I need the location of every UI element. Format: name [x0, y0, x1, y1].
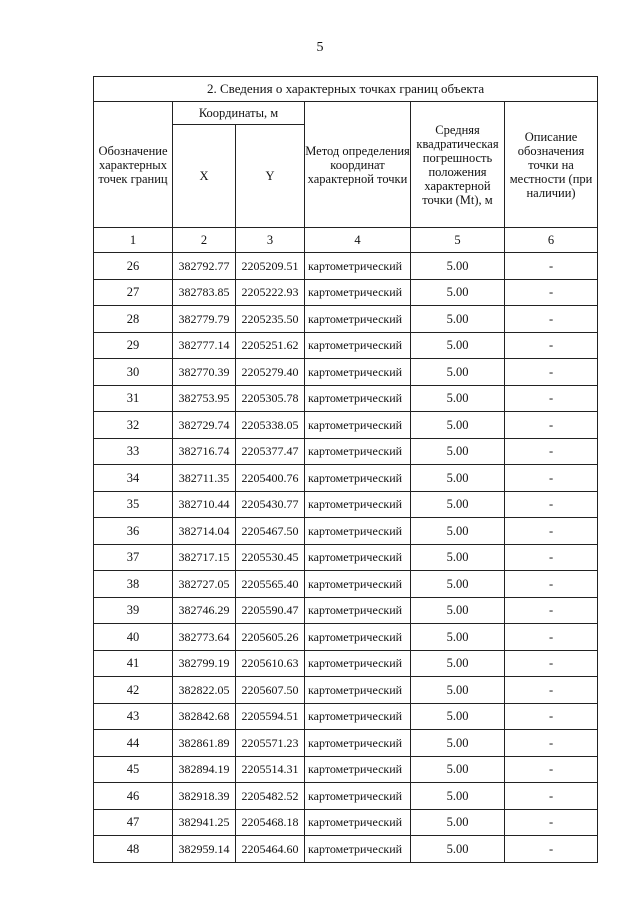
x-coordinate-cell: 382770.39 [173, 359, 236, 386]
y-coordinate-cell: 2205464.60 [236, 836, 305, 863]
table-row [94, 677, 598, 704]
error-cell: 5.00 [411, 571, 505, 598]
description-cell: - [505, 412, 598, 439]
method-cell: картометрический [305, 783, 411, 810]
description-cell: - [505, 438, 598, 465]
y-coordinate-cell: 2205607.50 [236, 677, 305, 704]
y-coordinate-cell: 2205279.40 [236, 359, 305, 386]
method-cell: картометрический [305, 332, 411, 359]
description-cell: - [505, 306, 598, 333]
table-row [94, 359, 598, 386]
method-cell: картометрический [305, 730, 411, 757]
x-coordinate-cell: 382959.14 [173, 836, 236, 863]
method-cell: картометрический [305, 279, 411, 306]
table-row [94, 703, 598, 730]
x-coordinate-cell: 382727.05 [173, 571, 236, 598]
error-cell: 5.00 [411, 253, 505, 280]
point-number-cell: 44 [94, 730, 173, 757]
method-cell: картометрический [305, 597, 411, 624]
table-row [94, 253, 598, 280]
description-cell: - [505, 809, 598, 836]
header-method: Метод определения координат характерной точки [305, 102, 411, 228]
table-row [94, 783, 598, 810]
y-coordinate-cell: 2205222.93 [236, 279, 305, 306]
description-cell: - [505, 756, 598, 783]
method-cell: картометрический [305, 677, 411, 704]
x-coordinate-cell: 382746.29 [173, 597, 236, 624]
y-coordinate-cell: 2205377.47 [236, 438, 305, 465]
point-number-cell: 35 [94, 491, 173, 518]
x-coordinate-cell: 382941.25 [173, 809, 236, 836]
y-coordinate-cell: 2205467.50 [236, 518, 305, 545]
x-coordinate-cell: 382861.89 [173, 730, 236, 757]
point-number-cell: 36 [94, 518, 173, 545]
error-cell: 5.00 [411, 385, 505, 412]
description-cell: - [505, 703, 598, 730]
x-coordinate-cell: 382894.19 [173, 756, 236, 783]
boundary-points-table [93, 76, 598, 863]
point-number-cell: 43 [94, 703, 173, 730]
header-designation: Обозначение характерных точек границ [94, 102, 173, 228]
description-cell: - [505, 650, 598, 677]
point-number-cell: 37 [94, 544, 173, 571]
x-coordinate-cell: 382773.64 [173, 624, 236, 651]
description-cell: - [505, 491, 598, 518]
x-coordinate-cell: 382729.74 [173, 412, 236, 439]
description-cell: - [505, 836, 598, 863]
description-cell: - [505, 571, 598, 598]
table-row [94, 597, 598, 624]
y-coordinate-cell: 2205251.62 [236, 332, 305, 359]
method-cell: картометрический [305, 518, 411, 545]
point-number-cell: 45 [94, 756, 173, 783]
y-coordinate-cell: 2205565.40 [236, 571, 305, 598]
column-number: 5 [411, 228, 505, 253]
y-coordinate-cell: 2205482.52 [236, 783, 305, 810]
method-cell: картометрический [305, 359, 411, 386]
description-cell: - [505, 783, 598, 810]
column-number-row [94, 228, 598, 253]
method-cell: картометрический [305, 571, 411, 598]
point-number-cell: 30 [94, 359, 173, 386]
y-coordinate-cell: 2205430.77 [236, 491, 305, 518]
method-cell: картометрический [305, 624, 411, 651]
x-coordinate-cell: 382783.85 [173, 279, 236, 306]
page-number: 5 [316, 40, 324, 55]
table-row [94, 730, 598, 757]
section-title: 2. Сведения о характерных точках границ объекта [94, 77, 598, 102]
error-cell: 5.00 [411, 756, 505, 783]
method-cell: картометрический [305, 412, 411, 439]
y-coordinate-cell: 2205605.26 [236, 624, 305, 651]
y-coordinate-cell: 2205530.45 [236, 544, 305, 571]
table-row [94, 544, 598, 571]
point-number-cell: 27 [94, 279, 173, 306]
point-number-cell: 47 [94, 809, 173, 836]
description-cell: - [505, 544, 598, 571]
method-cell: картометрический [305, 756, 411, 783]
method-cell: картометрический [305, 253, 411, 280]
error-cell: 5.00 [411, 624, 505, 651]
column-number: 2 [173, 228, 236, 253]
y-coordinate-cell: 2205338.05 [236, 412, 305, 439]
error-cell: 5.00 [411, 783, 505, 810]
header-x: X [173, 125, 236, 228]
error-cell: 5.00 [411, 332, 505, 359]
method-cell: картометрический [305, 809, 411, 836]
table-row [94, 650, 598, 677]
description-cell: - [505, 624, 598, 651]
description-cell: - [505, 677, 598, 704]
y-coordinate-cell: 2205610.63 [236, 650, 305, 677]
y-coordinate-cell: 2205235.50 [236, 306, 305, 333]
point-number-cell: 28 [94, 306, 173, 333]
x-coordinate-cell: 382717.15 [173, 544, 236, 571]
x-coordinate-cell: 382753.95 [173, 385, 236, 412]
error-cell: 5.00 [411, 412, 505, 439]
error-cell: 5.00 [411, 465, 505, 492]
point-number-cell: 46 [94, 783, 173, 810]
header-description: Описание обозначения точки на местности (при наличии) [505, 102, 598, 228]
point-number-cell: 48 [94, 836, 173, 863]
y-coordinate-cell: 2205468.18 [236, 809, 305, 836]
point-number-cell: 40 [94, 624, 173, 651]
method-cell: картометрический [305, 438, 411, 465]
method-cell: картометрический [305, 465, 411, 492]
table-row [94, 518, 598, 545]
column-number: 1 [94, 228, 173, 253]
description-cell: - [505, 279, 598, 306]
description-cell: - [505, 597, 598, 624]
point-number-cell: 34 [94, 465, 173, 492]
method-cell: картометрический [305, 385, 411, 412]
column-number: 4 [305, 228, 411, 253]
table-row [94, 756, 598, 783]
description-cell: - [505, 332, 598, 359]
table-row [94, 571, 598, 598]
y-coordinate-cell: 2205514.31 [236, 756, 305, 783]
point-number-cell: 31 [94, 385, 173, 412]
description-cell: - [505, 385, 598, 412]
x-coordinate-cell: 382711.35 [173, 465, 236, 492]
header-y: Y [236, 125, 305, 228]
y-coordinate-cell: 2205590.47 [236, 597, 305, 624]
x-coordinate-cell: 382799.19 [173, 650, 236, 677]
error-cell: 5.00 [411, 650, 505, 677]
error-cell: 5.00 [411, 438, 505, 465]
y-coordinate-cell: 2205400.76 [236, 465, 305, 492]
header-row [94, 102, 598, 125]
table-row [94, 465, 598, 492]
description-cell: - [505, 253, 598, 280]
method-cell: картометрический [305, 306, 411, 333]
method-cell: картометрический [305, 703, 411, 730]
column-number: 3 [236, 228, 305, 253]
header-error: Средняя квадратическая погрешность положения характерной точки (Mt), м [411, 102, 505, 228]
table-row [94, 279, 598, 306]
x-coordinate-cell: 382822.05 [173, 677, 236, 704]
table-row [94, 306, 598, 333]
table-row [94, 491, 598, 518]
error-cell: 5.00 [411, 730, 505, 757]
point-number-cell: 42 [94, 677, 173, 704]
x-coordinate-cell: 382842.68 [173, 703, 236, 730]
point-number-cell: 26 [94, 253, 173, 280]
column-number: 6 [505, 228, 598, 253]
error-cell: 5.00 [411, 491, 505, 518]
point-number-cell: 33 [94, 438, 173, 465]
x-coordinate-cell: 382716.74 [173, 438, 236, 465]
description-cell: - [505, 730, 598, 757]
x-coordinate-cell: 382777.14 [173, 332, 236, 359]
error-cell: 5.00 [411, 597, 505, 624]
y-coordinate-cell: 2205305.78 [236, 385, 305, 412]
table-row [94, 412, 598, 439]
point-number-cell: 39 [94, 597, 173, 624]
y-coordinate-cell: 2205594.51 [236, 703, 305, 730]
error-cell: 5.00 [411, 306, 505, 333]
error-cell: 5.00 [411, 809, 505, 836]
x-coordinate-cell: 382779.79 [173, 306, 236, 333]
table-row [94, 836, 598, 863]
x-coordinate-cell: 382714.04 [173, 518, 236, 545]
error-cell: 5.00 [411, 359, 505, 386]
point-number-cell: 41 [94, 650, 173, 677]
method-cell: картометрический [305, 650, 411, 677]
error-cell: 5.00 [411, 518, 505, 545]
point-number-cell: 32 [94, 412, 173, 439]
table-row [94, 809, 598, 836]
error-cell: 5.00 [411, 703, 505, 730]
table-row [94, 385, 598, 412]
error-cell: 5.00 [411, 279, 505, 306]
point-number-cell: 38 [94, 571, 173, 598]
method-cell: картометрический [305, 491, 411, 518]
description-cell: - [505, 465, 598, 492]
y-coordinate-cell: 2205571.23 [236, 730, 305, 757]
description-cell: - [505, 359, 598, 386]
header-coordinates: Координаты, м [173, 102, 305, 125]
error-cell: 5.00 [411, 836, 505, 863]
y-coordinate-cell: 2205209.51 [236, 253, 305, 280]
x-coordinate-cell: 382792.77 [173, 253, 236, 280]
x-coordinate-cell: 382710.44 [173, 491, 236, 518]
description-cell: - [505, 518, 598, 545]
table-row [94, 438, 598, 465]
method-cell: картометрический [305, 544, 411, 571]
section-title-row [94, 77, 598, 102]
error-cell: 5.00 [411, 544, 505, 571]
point-number-cell: 29 [94, 332, 173, 359]
error-cell: 5.00 [411, 677, 505, 704]
table-row [94, 624, 598, 651]
method-cell: картометрический [305, 836, 411, 863]
table-row [94, 332, 598, 359]
x-coordinate-cell: 382918.39 [173, 783, 236, 810]
